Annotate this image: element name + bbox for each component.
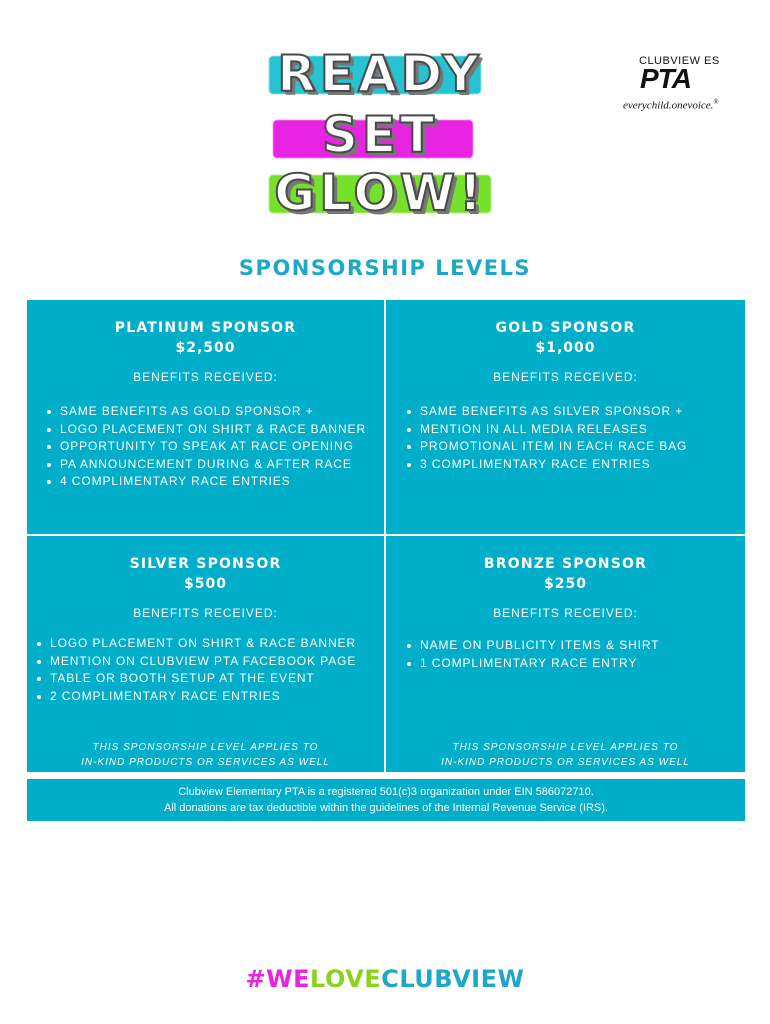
- benefits-label: BENEFITS RECEIVED:: [133, 606, 278, 620]
- benefits-list: [406, 637, 660, 672]
- silver-sponsor-card: [27, 536, 384, 772]
- benefit-item: MENTION IN ALL MEDIA RELEASES: [406, 421, 687, 439]
- benefit-item: SAME BENEFITS AS SILVER SPONSOR +: [406, 403, 687, 421]
- benefit-item: OPPORTUNITY TO SPEAK AT RACE OPENING: [46, 438, 366, 456]
- hashtag-symbol: #: [245, 965, 267, 993]
- bronze-sponsor-card: [386, 536, 745, 772]
- sponsor-price: $500: [184, 576, 227, 592]
- hashtag-word-clubview: CLUBVIEW: [381, 965, 525, 993]
- benefit-item: 3 COMPLIMENTARY RACE ENTRIES: [406, 456, 687, 474]
- benefit-item: 2 COMPLIMENTARY RACE ENTRIES: [36, 688, 356, 706]
- benefit-item: LOGO PLACEMENT ON SHIRT & RACE BANNER: [36, 635, 356, 653]
- benefit-item: NAME ON PUBLICITY ITEMS & SHIRT: [406, 637, 660, 655]
- benefit-item: 1 COMPLIMENTARY RACE ENTRY: [406, 655, 660, 673]
- benefits-list: [36, 635, 356, 705]
- sponsor-price: $2,500: [175, 340, 236, 356]
- benefits-label: BENEFITS RECEIVED:: [493, 370, 638, 384]
- sponsor-title: SILVER SPONSOR: [129, 556, 282, 572]
- sponsor-title: GOLD SPONSOR: [495, 320, 636, 336]
- tax-note-bar: [27, 779, 745, 821]
- hashtag-word-love: LOVE: [310, 965, 382, 993]
- pta-logo: [620, 55, 732, 115]
- sponsor-price: $1,000: [535, 340, 596, 356]
- benefits-list: [406, 403, 687, 473]
- inkind-note: THIS SPONSORSHIP LEVEL APPLIES TO IN-KIND PRODUCTS OR SERVICES AS WELL: [81, 742, 330, 768]
- benefits-list: [46, 403, 366, 491]
- sponsorship-grid: [27, 298, 745, 772]
- platinum-sponsor-card: [27, 300, 384, 534]
- benefit-item: MENTION ON CLUBVIEW PTA FACEBOOK PAGE: [36, 653, 356, 671]
- title-word-glow: GLOW!: [274, 164, 486, 222]
- gold-sponsor-card: [386, 300, 745, 534]
- hashtag-word-we: WE: [266, 965, 311, 993]
- sponsor-price: $250: [544, 576, 587, 592]
- benefits-label: BENEFITS RECEIVED:: [133, 370, 278, 384]
- pta-logo-tagline: everychild.onevoice.®: [623, 98, 719, 112]
- inkind-note: THIS SPONSORSHIP LEVEL APPLIES TO IN-KIND PRODUCTS OR SERVICES AS WELL: [441, 742, 690, 768]
- tax-note-line: All donations are tax deductible within the guidelines of the Internal Revenue Service (IRS).: [164, 802, 608, 814]
- sponsor-title: PLATINUM SPONSOR: [114, 320, 297, 336]
- pta-logo-mark: PTA: [640, 63, 691, 94]
- title-word-set: SET: [321, 106, 439, 164]
- benefit-item: LOGO PLACEMENT ON SHIRT & RACE BANNER: [46, 421, 366, 439]
- pta-logo-school: CLUBVIEW ES: [639, 55, 720, 67]
- benefit-item: SAME BENEFITS AS GOLD SPONSOR +: [46, 403, 366, 421]
- hashtag: [0, 965, 770, 993]
- benefit-item: TABLE OR BOOTH SETUP AT THE EVENT: [36, 670, 356, 688]
- benefit-item: PROMOTIONAL ITEM IN EACH RACE BAG: [406, 438, 687, 456]
- tax-note-line: Clubview Elementary PTA is a registered 501(c)3 organization under EIN 586072710.: [178, 786, 594, 798]
- event-title-logo: [265, 44, 495, 222]
- benefits-label: BENEFITS RECEIVED:: [493, 606, 638, 620]
- sponsorship-levels-heading: SPONSORSHIP LEVELS: [238, 256, 532, 280]
- sponsor-title: BRONZE SPONSOR: [483, 556, 648, 572]
- title-word-ready: READY: [277, 45, 483, 103]
- benefit-item: 4 COMPLIMENTARY RACE ENTRIES: [46, 473, 366, 491]
- benefit-item: PA ANNOUNCEMENT DURING & AFTER RACE: [46, 456, 366, 474]
